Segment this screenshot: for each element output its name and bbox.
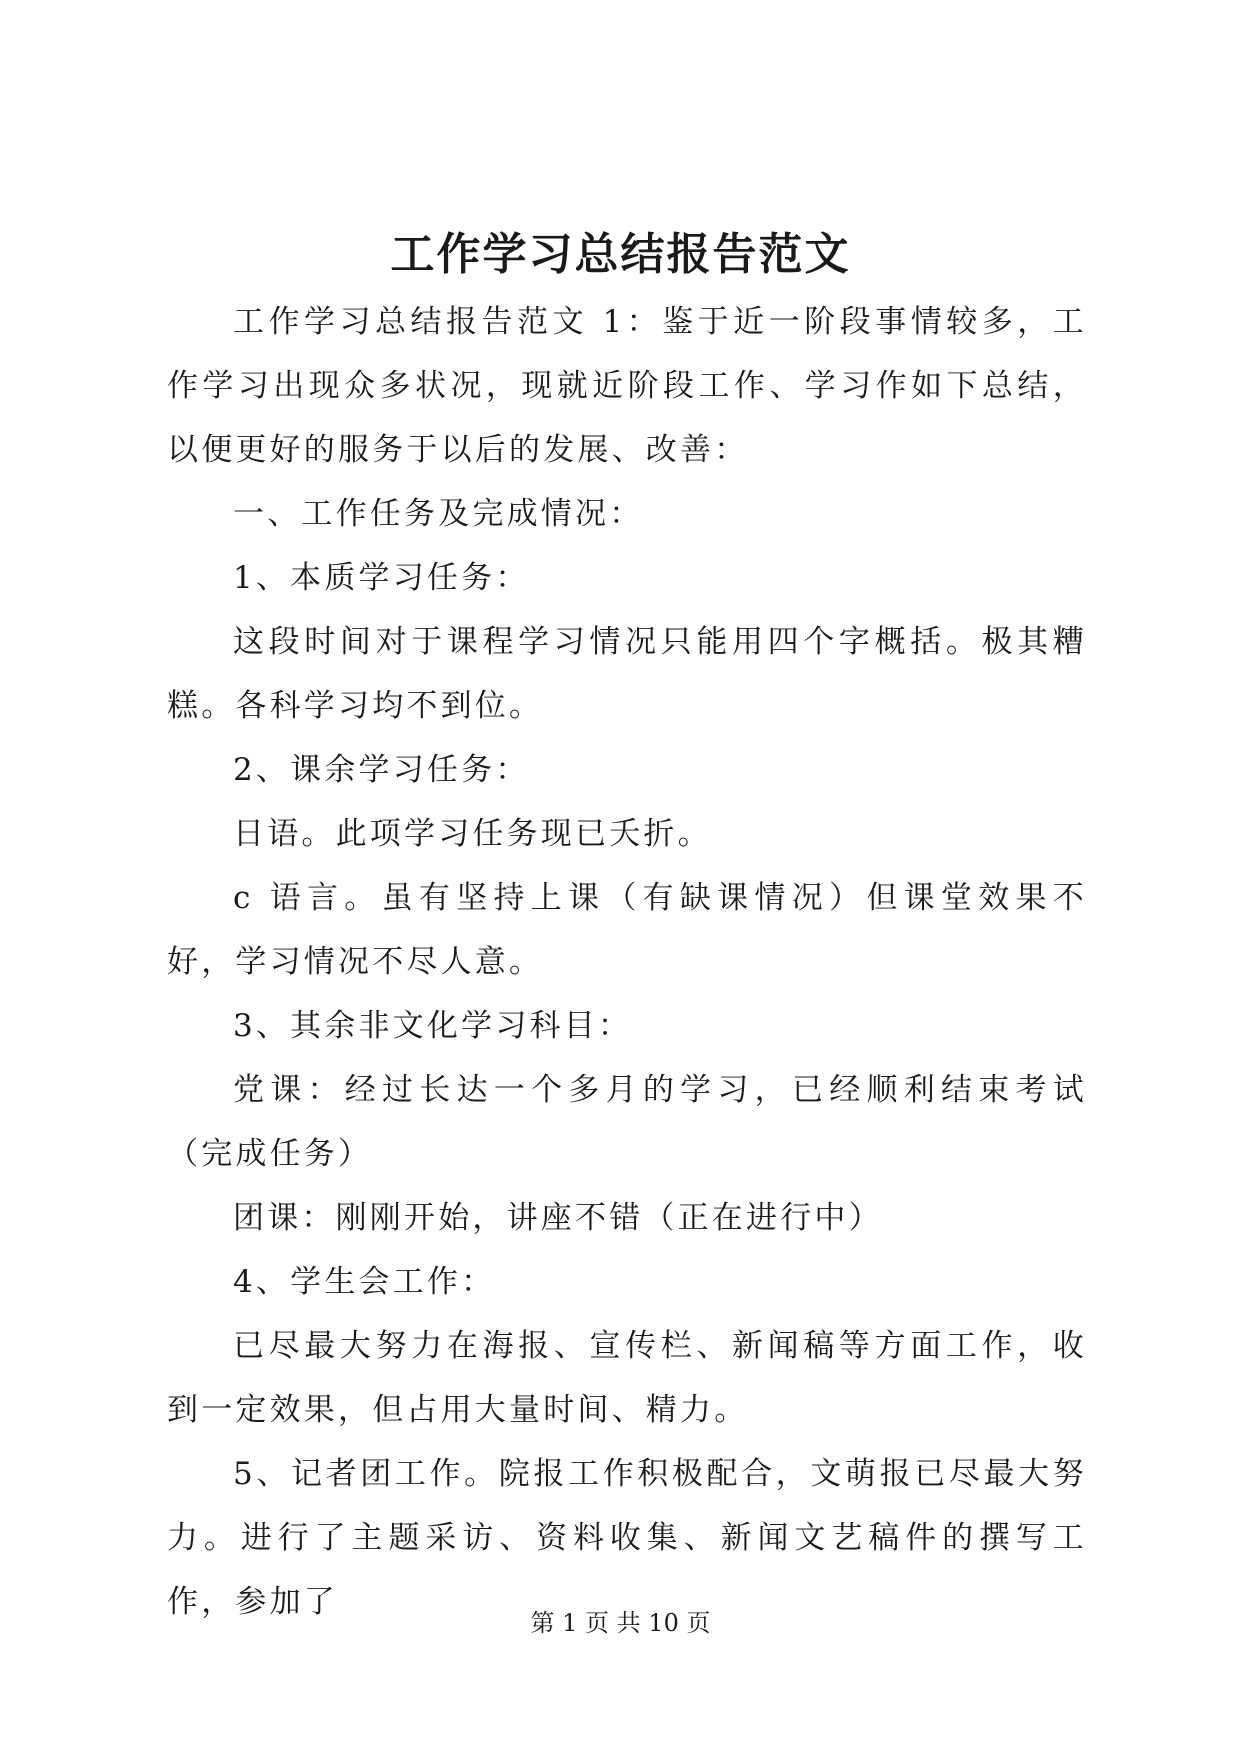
paragraph-item-4-detail: 已尽最大努力在海报、宣传栏、新闻稿等方面工作，收到一定效果，但占用大量时间、精力。 xyxy=(167,1328,1087,1428)
paragraph-item-3: 3、其余非文化学习科目： xyxy=(233,1008,633,1044)
paragraph-section-heading: 一、工作任务及完成情况： xyxy=(233,496,644,532)
paragraph-item-5: 5、记者团工作。院报工作积极配合，文萌报已尽最大努力。进行了主题采访、资料收集、新闻文艺稿件的撰写工作，参加了 xyxy=(167,1456,1087,1620)
paragraph-item-2-c-language: c 语言。虽有坚持上课（有缺课情况）但课堂效果不好，学习情况不尽人意。 xyxy=(167,880,1087,980)
paragraph-intro: 工作学习总结报告范文 1：鉴于近一阶段事情较多，工作学习出现众多状况，现就近阶段工作、学习作如下总结，以便更好的服务于以后的发展、改善： xyxy=(167,304,1087,468)
document-title: 工作学习总结报告范文 xyxy=(390,229,851,280)
document-body xyxy=(167,290,1087,1634)
paragraph-item-3-league-course: 团课：刚刚开始，讲座不错（正在进行中） xyxy=(233,1200,883,1236)
paragraph-item-4: 4、学生会工作： xyxy=(233,1264,496,1300)
paragraph-item-1-detail: 这段时间对于课程学习情况只能用四个字概括。极其糟糕。各科学习均不到位。 xyxy=(167,624,1087,724)
paragraph-item-1: 1、本质学习任务： xyxy=(233,560,530,596)
paragraph-item-2-japanese: 日语。此项学习任务现已夭折。 xyxy=(233,816,712,852)
page-footer: 第 1 页 共 10 页 xyxy=(530,1609,711,1637)
paragraph-item-3-party-course: 党课：经过长达一个多月的学习，已经顺利结束考试（完成任务） xyxy=(167,1072,1087,1172)
paragraph-item-2: 2、课余学习任务： xyxy=(233,752,530,788)
